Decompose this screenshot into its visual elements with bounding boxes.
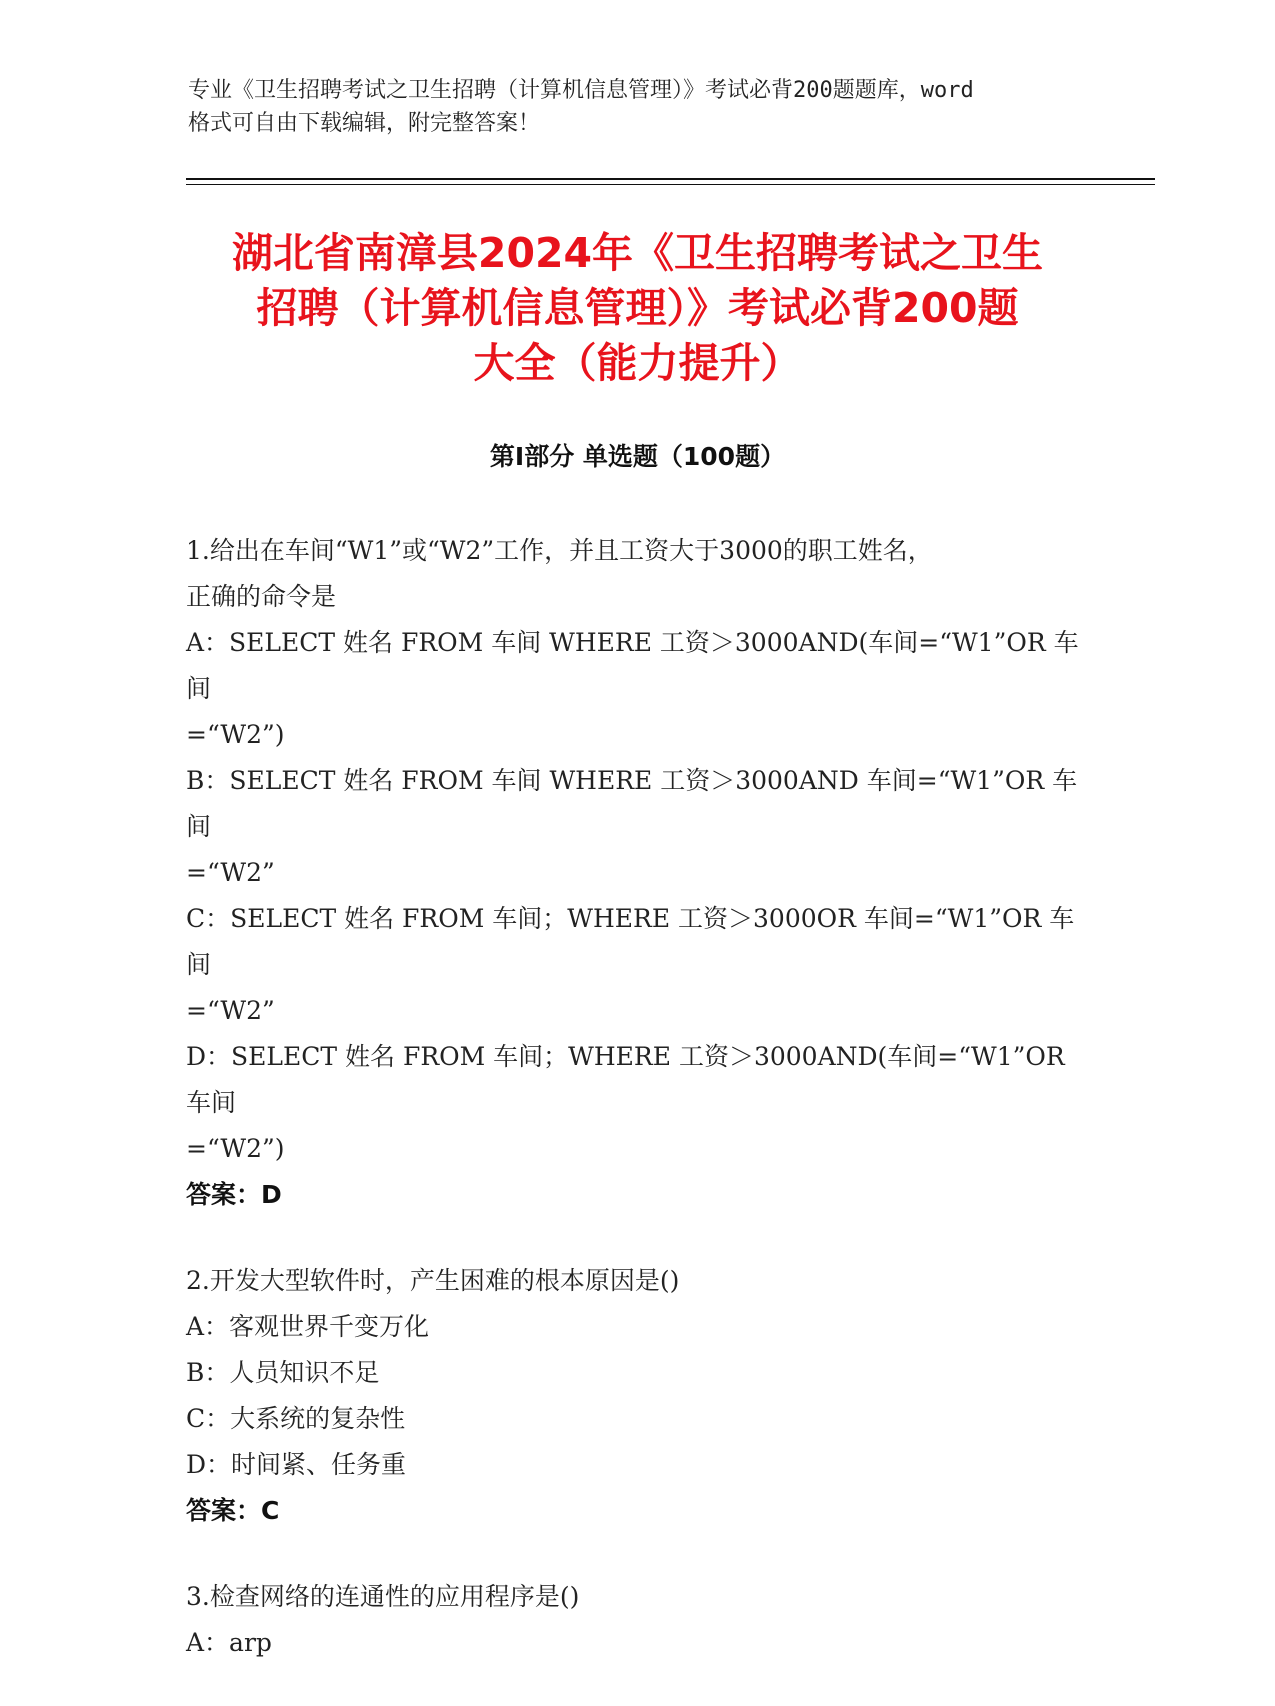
- question-1-option-c-line-1: C：SELECT 姓名 FROM 车间；WHERE 工资＞3000OR 车间=“W1”OR 车间: [186, 904, 1075, 979]
- header-divider-thick: [186, 178, 1155, 180]
- question-2-option-a: A：客观世界千变万化: [186, 1312, 430, 1341]
- question-2-answer: 答案：C: [186, 1496, 280, 1525]
- question-3-stem: 3.检查网络的连通性的应用程序是(): [186, 1582, 580, 1611]
- section-heading: 第Ⅰ部分 单选题（100题）: [489, 442, 786, 471]
- question-list: [186, 528, 1086, 1706]
- header-note: [188, 74, 1088, 140]
- question-2: [186, 1258, 1086, 1534]
- question-1-answer: 答案：D: [186, 1180, 282, 1209]
- question-1-stem-line-2: 正确的命令是: [186, 582, 337, 611]
- question-2-option-b: B：人员知识不足: [186, 1358, 380, 1387]
- question-3-option-a: A：arp: [186, 1628, 272, 1657]
- header-note-line-2: 格式可自由下载编辑，附完整答案！: [188, 111, 541, 136]
- question-3: [186, 1574, 1086, 1666]
- question-1-option-b-line-2: =“W2”: [186, 858, 275, 887]
- title-line-3: 大全（能力提升）: [473, 339, 802, 387]
- question-2-stem: 2.开发大型软件时，产生困难的根本原因是(): [186, 1266, 680, 1295]
- question-2-option-d: D：时间紧、任务重: [186, 1450, 407, 1479]
- question-1-option-a-line-2: =“W2”): [186, 720, 285, 749]
- question-1-stem-line-1: 1.给出在车间“W1”或“W2”工作，并且工资大于3000的职工姓名，: [186, 536, 933, 565]
- document-title: [160, 226, 1115, 391]
- header-note-line-1: 专业《卫生招聘考试之卫生招聘（计算机信息管理）》考试必背200题题库，word: [188, 78, 974, 103]
- header-divider-thin: [186, 184, 1155, 185]
- title-line-1: 湖北省南漳县2024年《卫生招聘考试之卫生: [231, 229, 1044, 277]
- title-line-2: 招聘（计算机信息管理）》考试必背200题: [256, 284, 1019, 332]
- question-1: [186, 528, 1086, 1218]
- question-1-option-a-line-1: A：SELECT 姓名 FROM 车间 WHERE 工资＞3000AND(车间=“W1”OR 车间: [186, 628, 1079, 703]
- question-2-option-c: C：大系统的复杂性: [186, 1404, 406, 1433]
- question-1-option-b-line-1: B：SELECT 姓名 FROM 车间 WHERE 工资＞3000AND 车间=“W1”OR 车间: [186, 766, 1078, 841]
- question-1-option-d-line-2: =“W2”): [186, 1134, 285, 1163]
- question-1-option-d-line-1: D：SELECT 姓名 FROM 车间；WHERE 工资＞3000AND(车间=“W1”OR 车间: [186, 1042, 1065, 1117]
- question-1-option-c-line-2: =“W2”: [186, 996, 275, 1025]
